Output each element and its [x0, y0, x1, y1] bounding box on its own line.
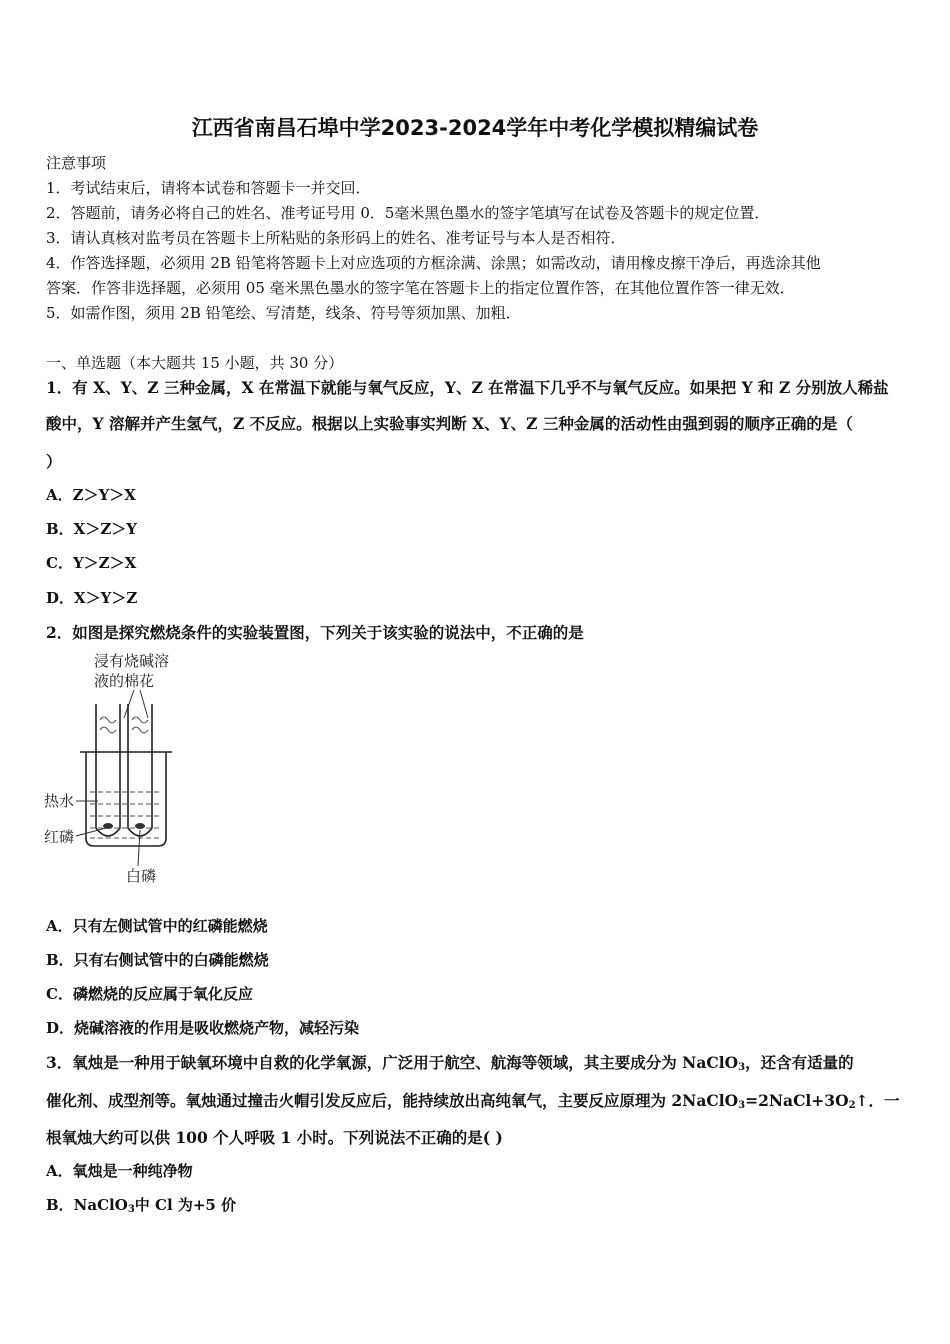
q3-option-b: B．NaClO$_3$中 Cl 为+5 价	[46, 1196, 237, 1215]
q1-option-c: C．Y＞Z＞X	[46, 554, 137, 572]
page-title: 江西省南昌石埠中学2023-2024学年中考化学模拟精编试卷	[191, 116, 759, 140]
question-1-line: ）	[46, 452, 62, 471]
notice-item: 答案．作答非选择题，必须用 05 毫米黑色墨水的签字笔在答题卡上的指定位置作答，在其他位置作答一律无效．	[46, 279, 795, 297]
label-white-phosphorus: 白磷	[126, 867, 157, 885]
combustion-apparatus-figure	[40, 648, 200, 888]
question-3-line-2: 催化剂、成型剂等。氧烛通过撞击火帽引发反应后，能持续放出高纯氧气，主要反应原理为 $2NaClO_3=2NaCl+3O_2↑$．一	[46, 1091, 900, 1111]
q1-option-d: D．X＞Y＞Z	[46, 589, 138, 607]
notice-item: 5．如需作图，须用 2B 铅笔绘、写清楚，线条、符号等须加黑、加粗．	[46, 304, 521, 322]
question-1-line: 1．有 X、Y、Z 三种金属，X 在常温下就能与氧气反应，Y、Z 在常温下几乎不与氧气反应。如果把 Y 和 Z 分别放人稀盐	[46, 378, 889, 397]
q2-option-c: C．磷燃烧的反应属于氧化反应	[46, 985, 253, 1003]
notice-heading: 注意事项	[46, 154, 107, 172]
label-cotton-1: 浸有烧碱溶	[94, 652, 170, 670]
question-2-stem: 2．如图是探究燃烧条件的实验装置图，下列关于该实验的说法中，不正确的是	[46, 623, 584, 642]
notice-item: 3．请认真核对监考员在答题卡上所粘贴的条形码上的姓名、准考证号与本人是否相符．	[46, 229, 626, 247]
notice-item: 1．考试结束后，请将本试卷和答题卡一并交回．	[46, 179, 371, 197]
q3-option-a: A．氧烛是一种纯净物	[46, 1162, 193, 1180]
label-cotton-2: 液的棉花	[94, 672, 155, 690]
apparatus-diagram	[40, 648, 200, 888]
q1-option-a: A．Z＞Y＞X	[46, 486, 136, 504]
question-1-line: 酸中，Y 溶解并产生氢气，Z 不反应。根据以上实验事实判断 X、Y、Z 三种金属的活动性由强到弱的顺序正确的是（	[46, 414, 853, 433]
q2-option-a: A．只有左侧试管中的红磷能燃烧	[46, 917, 268, 935]
q2-option-d: D．烧碱溶液的作用是吸收燃烧产物，减轻污染	[46, 1019, 360, 1037]
label-hot-water: 热水	[44, 792, 75, 810]
notice-item: 4．作答选择题，必须用 2B 铅笔将答题卡上对应选项的方框涂满、涂黑；如需改动，请用橡皮擦干净后，再选涂其他	[46, 254, 821, 272]
question-3-line-3: 根氧烛大约可以供 100 个人呼吸 1 小时。下列说法不正确的是( )	[46, 1128, 503, 1147]
q2-option-b: B．只有右侧试管中的白磷能燃烧	[46, 951, 269, 969]
q1-option-b: B．X＞Z＞Y	[46, 520, 137, 538]
notice-item: 2．答题前，请务必将自己的姓名、准考证号用 0．5毫米黑色墨水的签字笔填写在试卷及答题卡的规定位置．	[46, 204, 770, 222]
label-red-phosphorus: 红磷	[44, 828, 75, 846]
question-3-line-1: 3．氧烛是一种用于缺氧环境中自救的化学氧源，广泛用于航空、航海等领域，其主要成分为 NaClO$_3$，还含有适量的	[46, 1053, 854, 1073]
section-heading: 一、单选题（本大题共 15 小题，共 30 分）	[46, 354, 344, 372]
